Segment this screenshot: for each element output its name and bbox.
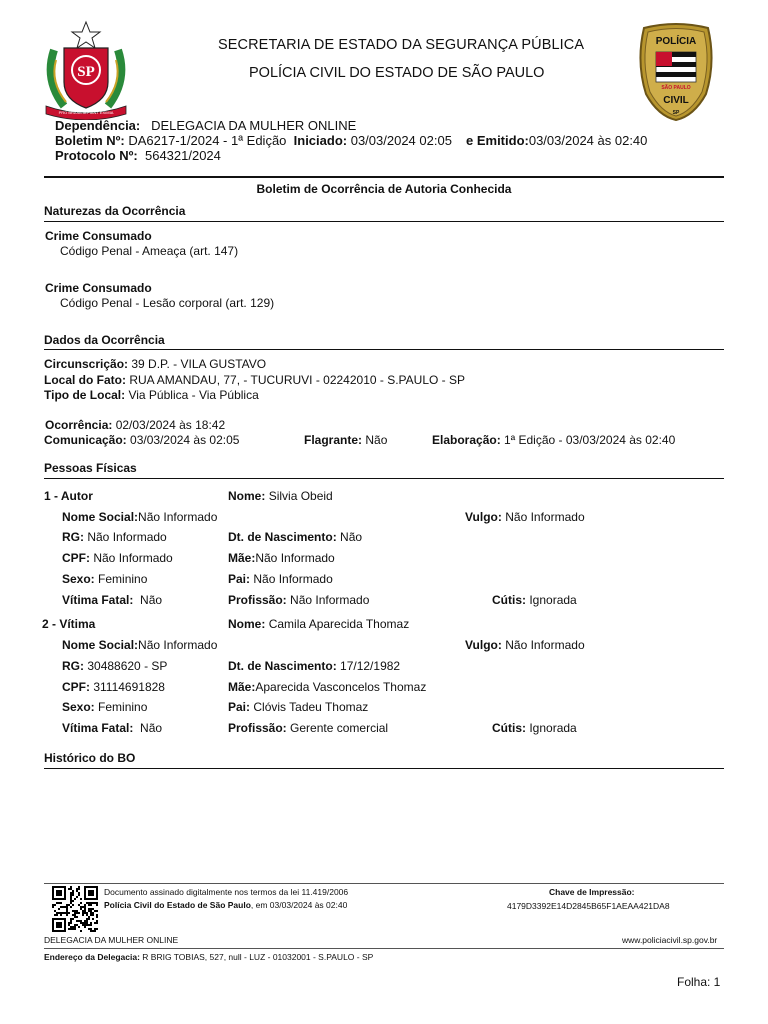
person-nome-social: Nome Social:Não Informado <box>62 638 218 652</box>
emblem-motto: PRO BRASILIA FIANT EXIMIA <box>58 110 114 115</box>
person-cutis: Cútis: Ignorada <box>492 721 577 735</box>
person-nome: Nome: Camila Aparecida Thomaz <box>228 617 410 631</box>
address-label: Endereço da Delegacia: <box>44 952 140 962</box>
person-nascimento: Dt. de Nascimento: 17/12/1982 <box>228 659 401 673</box>
footer-dept: DELEGACIA DA MULHER ONLINE <box>44 935 179 945</box>
dados-heading: Dados da Ocorrência <box>44 333 165 347</box>
tipo-local-row <box>44 388 259 402</box>
person-pai: Pai: Não Informado <box>228 572 333 586</box>
boletim-label: Boletim Nº: <box>55 133 125 148</box>
print-key-label: Chave de Impressão: <box>549 887 635 897</box>
meta-protocolo <box>55 148 221 163</box>
badge-bottom-text: CIVIL <box>663 95 689 106</box>
badge-top-text: POLÍCIA <box>655 36 697 47</box>
person-role: 2 - Vítima <box>42 617 96 631</box>
person-mae: Mãe:Não Informado <box>228 551 335 565</box>
elaboracao-value: 1ª Edição - 03/03/2024 às 02:40 <box>504 433 676 447</box>
address-value: R BRIG TOBIAS, 527, null - LUZ - 01032001 - S.PAULO - SP <box>142 952 374 962</box>
signed-by-row <box>104 900 347 910</box>
person-rg: RG: Não Informado <box>62 530 167 544</box>
meta-boletim <box>55 133 452 148</box>
person-vulgo: Vulgo: Não Informado <box>465 510 585 524</box>
person-vitima-fatal: Vítima Fatal: Não <box>62 721 163 735</box>
person-pai: Pai: Clóvis Tadeu Thomaz <box>228 700 369 714</box>
footer-address-row <box>44 952 373 962</box>
meta-dependencia <box>55 118 356 133</box>
ocorrencia-value: 02/03/2024 às 18:42 <box>115 418 226 432</box>
qr-code <box>52 886 98 932</box>
natureza-type: Crime Consumado <box>45 229 152 243</box>
person-rg: RG: 30488620 - SP <box>62 659 168 673</box>
protocolo-label: Protocolo Nº: <box>55 148 138 163</box>
natureza-desc: Código Penal - Lesão corporal (art. 129) <box>60 296 275 310</box>
local-fato-row <box>44 373 465 387</box>
print-key-value: 4179D3392E14D2845B65F1AEAA421DA8 <box>507 901 670 911</box>
protocolo-value: 564321/2024 <box>144 148 221 163</box>
title-divider <box>44 176 724 178</box>
emitido-value: 03/03/2024 às 02:40 <box>528 133 648 148</box>
iniciado-value: 03/03/2024 02:05 <box>350 133 452 148</box>
boletim-value: DA6217-1/2024 - 1ª Edição <box>128 133 287 148</box>
pessoas-heading: Pessoas Físicas <box>44 461 137 475</box>
header-line-2: POLÍCIA CIVIL DO ESTADO DE SÃO PAULO <box>249 65 545 81</box>
signed-text: Documento assinado digitalmente nos termos da lei 11.419/2006 <box>104 887 349 897</box>
naturezas-divider <box>44 221 724 222</box>
dados-divider <box>44 349 724 350</box>
badge-sp-text: SP <box>672 110 680 116</box>
tipo-local-value: Via Pública - Via Pública <box>128 388 259 402</box>
iniciado-label: Iniciado: <box>293 133 348 148</box>
signed-by: Polícia Civil do Estado de São Paulo <box>104 900 251 910</box>
meta-emitido <box>466 133 647 148</box>
emblem-monogram: SP <box>77 64 95 80</box>
comunicacao-row <box>44 433 239 447</box>
local-fato-value: RUA AMANDAU, 77, - TUCURUVI - 02242010 - S.PAULO - SP <box>129 373 466 387</box>
person-cpf: CPF: 31114691828 <box>62 680 165 694</box>
naturezas-heading: Naturezas da Ocorrência <box>44 204 186 218</box>
natureza-desc: Código Penal - Ameaça (art. 147) <box>60 244 239 258</box>
ocorrencia-row <box>45 418 225 432</box>
elaboracao-row <box>432 433 675 447</box>
local-fato-label: Local do Fato: <box>44 373 126 387</box>
flagrante-value: Não <box>365 433 388 447</box>
person-cpf: CPF: Não Informado <box>62 551 173 565</box>
person-profissao: Profissão: Não Informado <box>228 593 370 607</box>
emitido-label: e Emitido: <box>466 133 529 148</box>
state-coat-of-arms <box>40 20 132 120</box>
person-vitima-fatal: Vítima Fatal: Não <box>62 593 163 607</box>
elaboracao-label: Elaboração: <box>432 433 501 447</box>
flagrante-row <box>304 433 387 447</box>
person-nome: Nome: Silvia Obeid <box>228 489 333 503</box>
person-role: 1 - Autor <box>44 489 93 503</box>
dependencia-value: DELEGACIA DA MULHER ONLINE <box>151 118 357 133</box>
ocorrencia-label: Ocorrência: <box>45 418 113 432</box>
police-badge <box>634 22 718 122</box>
person-mae: Mãe:Aparecida Vasconcelos Thomaz <box>228 680 427 694</box>
footer-top-divider <box>44 883 724 884</box>
natureza-type: Crime Consumado <box>45 281 152 295</box>
person-cutis: Cútis: Ignorada <box>492 593 577 607</box>
footer-bottom-divider <box>44 948 724 949</box>
circunscricao-row <box>44 357 266 371</box>
person-vulgo: Vulgo: Não Informado <box>465 638 585 652</box>
person-nascimento: Dt. de Nascimento: Não <box>228 530 363 544</box>
badge-state-text: SÃO PAULO <box>661 85 691 91</box>
doc-title: Boletim de Ocorrência de Autoria Conhecida <box>256 182 512 196</box>
footer-website[interactable]: www.policiacivil.sp.gov.br <box>622 935 718 945</box>
circunscricao-value: 39 D.P. - VILA GUSTAVO <box>131 357 267 371</box>
flagrante-label: Flagrante: <box>304 433 363 447</box>
person-profissao: Profissão: Gerente comercial <box>228 721 389 735</box>
historico-heading: Histórico do BO <box>44 751 136 765</box>
dependencia-label: Dependência: <box>55 118 141 133</box>
historico-divider <box>44 768 724 769</box>
tipo-local-label: Tipo de Local: <box>44 388 126 402</box>
signed-when: , em 03/03/2024 às 02:40 <box>250 900 348 910</box>
header-line-1: SECRETARIA DE ESTADO DA SEGURANÇA PÚBLICA <box>218 37 585 53</box>
person-sexo: Sexo: Feminino <box>62 572 148 586</box>
comunicacao-label: Comunicação: <box>44 433 127 447</box>
person-sexo: Sexo: Feminino <box>62 700 148 714</box>
pessoas-divider <box>44 478 724 479</box>
page-number: Folha: 1 <box>677 975 721 989</box>
comunicacao-value: 03/03/2024 às 02:05 <box>130 433 240 447</box>
circunscricao-label: Circunscrição: <box>44 357 129 371</box>
person-nome-social: Nome Social:Não Informado <box>62 510 218 524</box>
